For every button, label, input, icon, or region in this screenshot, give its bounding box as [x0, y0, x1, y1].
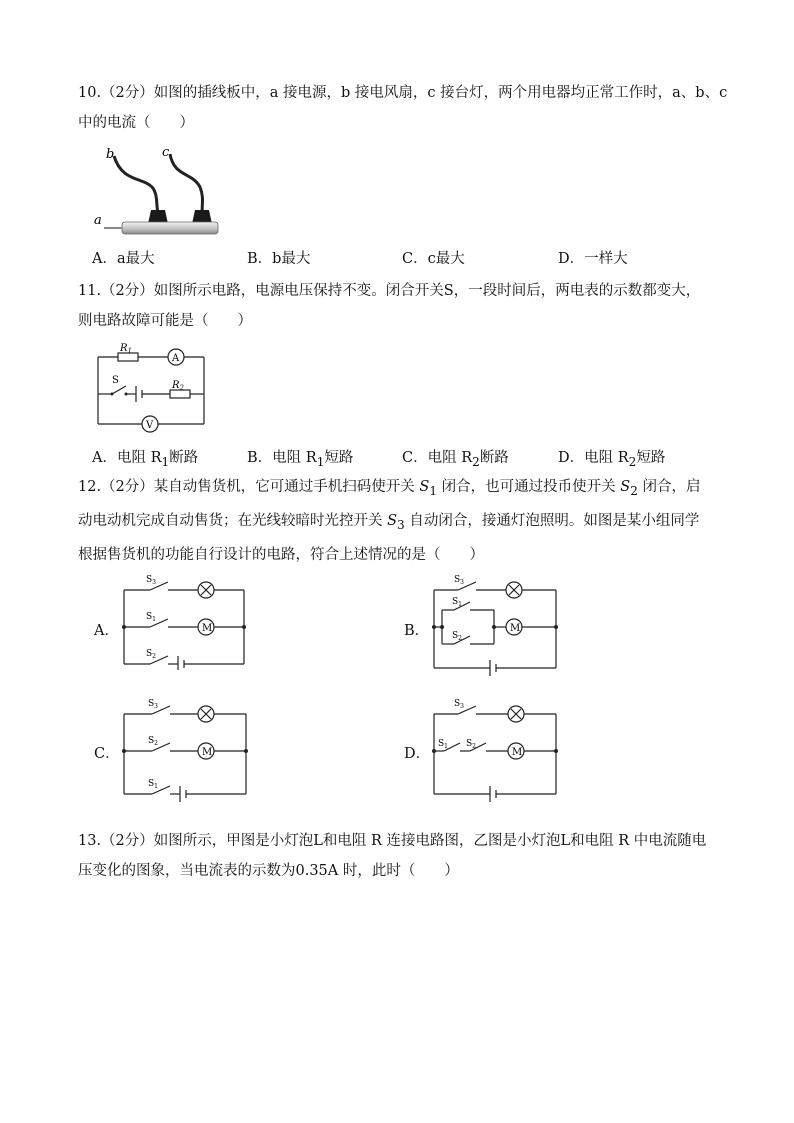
svg-text:S1: $S_1$ — [148, 779, 158, 790]
svg-text:M: M — [510, 623, 521, 634]
option-c[interactable]: C．电阻 $R_2$断路 — [402, 450, 509, 469]
question-10 — [78, 78, 728, 138]
option-d[interactable]: D．一样大 — [558, 251, 628, 267]
svg-text:R1: $R_1$ — [120, 343, 132, 355]
circuit-c — [118, 696, 252, 804]
circuit-b — [428, 572, 562, 678]
question-11 — [78, 276, 728, 336]
svg-text:S3: $S_3$ — [148, 699, 158, 710]
circuit-d — [428, 696, 562, 804]
svg-text:M: M — [512, 747, 523, 758]
circuit-a — [118, 572, 250, 670]
power-strip — [122, 222, 218, 234]
question-10-text-line-2: 中的电流（ ） — [78, 115, 194, 131]
question-12-text-line-1: 12.（2分）某自动售货机，它可通过手机扫码使开关 $S_1$ 闭合，也可通过投币使开关 $S_2$ 闭合，启 — [78, 479, 701, 498]
option-a[interactable]: A．a最大 — [92, 251, 155, 267]
question-11-options — [92, 446, 732, 470]
question-13-text-line-1: 13.（2分）如图所示，甲图是小灯泡L和电阻 R 连接电路图，乙图是小灯泡L和电阻 R 中电流随电 — [78, 833, 707, 849]
question-13 — [78, 826, 728, 886]
question-12-text-line-2: 动电动机完成自动售货；在光线较暗时光控开关 $S_3$ 自动闭合，接通灯泡照明。如图是某小组同学 — [78, 512, 700, 532]
option-d[interactable]: D．电阻 $R_2$短路 — [558, 450, 666, 469]
svg-text:S1: $S_1$ — [146, 612, 156, 623]
option-c[interactable]: C．c最大 — [402, 251, 465, 267]
svg-text:S2: $S_2$ — [148, 736, 158, 747]
label-c: c — [162, 145, 170, 160]
circuit-a-label[interactable]: A． — [94, 623, 119, 639]
svg-text:M: M — [202, 623, 213, 634]
option-b[interactable]: B．b最大 — [247, 251, 311, 267]
svg-text:R2: $R_2$ — [172, 380, 184, 392]
svg-text:S3: $S_3$ — [454, 575, 464, 586]
svg-text:S3: $S_3$ — [454, 699, 464, 710]
label-a: a — [94, 213, 102, 228]
question-10-text-line-1: 10.（2分）如图的插线板中，a 接电源，b 接电风扇，c 接台灯，两个用电器均正常工作时，a、b、c — [78, 85, 728, 101]
svg-text:S2: $S_2$ — [466, 739, 476, 750]
option-a[interactable]: A．电阻 $R_1$断路 — [92, 450, 199, 469]
power-strip-figure — [92, 142, 222, 242]
svg-text:V: V — [146, 420, 154, 431]
svg-text:M: M — [202, 747, 213, 758]
question-13-text-line-2: 压变化的图象，当电流表的示数为0.35A 时，此时（ ） — [78, 863, 459, 879]
switch-s — [112, 386, 126, 394]
question-12-text-line-3: 根据售货机的功能自行设计的电路，符合上述情况的是（ ） — [78, 546, 484, 563]
label-b: b — [106, 147, 115, 162]
svg-text:S1: $S_1$ — [438, 739, 448, 750]
svg-text:S: S — [112, 375, 119, 386]
option-b[interactable]: B．电阻 $R_1$短路 — [247, 450, 354, 469]
svg-text:S3: $S_3$ — [146, 575, 156, 586]
circuit-q11 — [92, 340, 210, 436]
svg-text:S1: $S_1$ — [452, 597, 462, 608]
circuit-d-label[interactable]: D． — [404, 746, 431, 762]
svg-text:A: A — [172, 353, 180, 364]
question-10-options — [92, 247, 732, 271]
circuit-b-label[interactable]: B． — [404, 623, 430, 639]
question-11-text-line-1: 11.（2分）如图所示电路，电源电压保持不变。闭合开关S，一段时间后，两电表的示数都变大， — [78, 283, 701, 299]
svg-text:S2: $S_2$ — [452, 631, 462, 642]
question-12 — [78, 472, 728, 570]
svg-text:S2: $S_2$ — [146, 649, 156, 660]
circuit-c-label[interactable]: C． — [94, 746, 120, 762]
question-11-text-line-2: 则电路故障可能是（ ） — [78, 313, 252, 329]
